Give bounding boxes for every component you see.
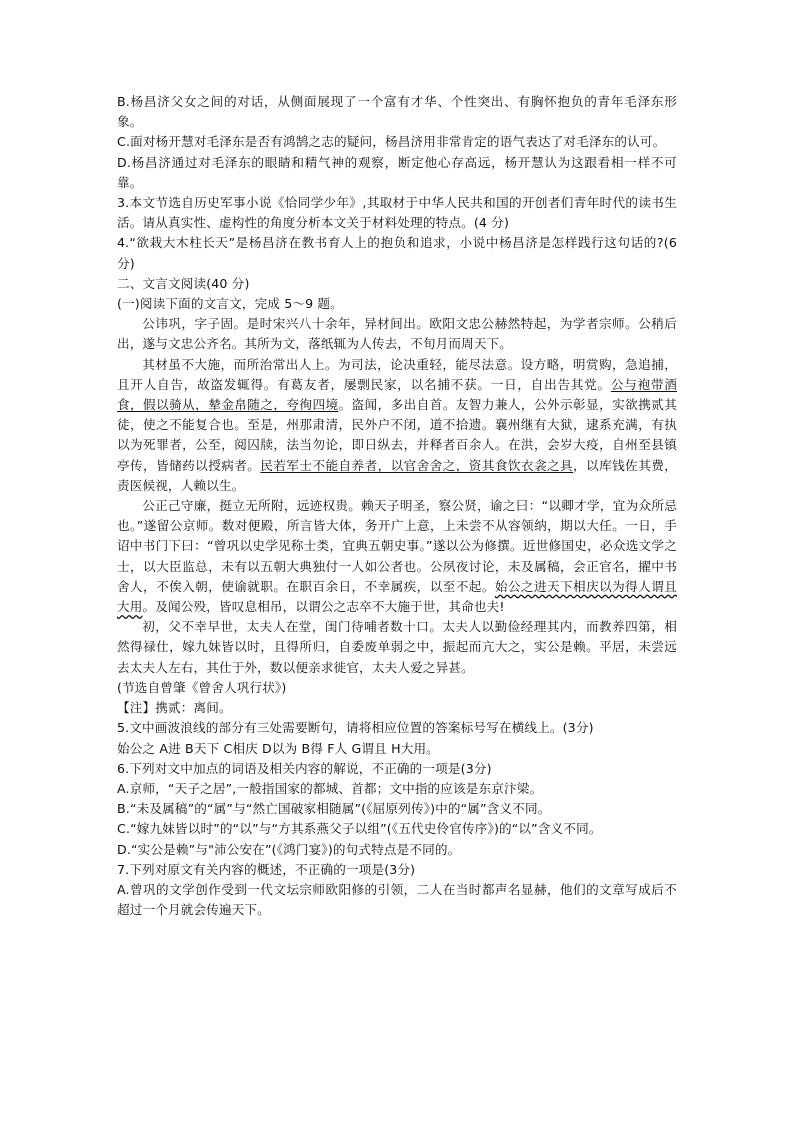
- question-7-stem: 7.下列对原文有关内容的概述，不正确的一项是(3分): [117, 861, 416, 877]
- question-6-option-b: B.“未及属稿”的“属”与“然亡国破家相随属”(《屈原列传》)中的“属”含义不同。: [117, 801, 551, 817]
- question-5-stem: 5.文中画波浪线的部分有三处需要断句，请将相应位置的答案标号写在横线上。(3分): [117, 720, 594, 736]
- passage-source: (节选自曾肇《曾舍人巩行状》): [117, 679, 287, 695]
- question-6-option-a: A.京师，“天子之居”,一般指国家的都城、首都；文中指的应该是东京汴梁。: [117, 780, 543, 796]
- option-2d: D.杨昌济通过对毛泽东的眼睛和精气神的观察，断定他心存高远，杨开慧认为这跟看相一样不可靠。: [117, 154, 677, 190]
- section-2-title: 二、文言文阅读(40 分): [117, 275, 250, 291]
- underlined-sentence-1: 公与袍带酒食，假以骑从，辇金帛随之，夸徇四境: [117, 376, 677, 413]
- passage-text: 。及闻公殁，皆叹息相吊，以谓公之志卒不大施于世，其命也夫!: [142, 599, 505, 615]
- sub-section-1-title: (一)阅读下面的文言文，完成 5～9 题。: [117, 296, 343, 312]
- option-2c: C.面对杨开慧对毛泽东是否有鸿鹄之志的疑问，杨昌济用非常肯定的语气表达了对毛泽东的认可。: [117, 134, 666, 150]
- question-5-answer-line: 始公之 A进 B天下 C相庆 D以为 B得 F人 G谓且 H大用。: [117, 740, 439, 756]
- option-2b: B.杨昌济父女之间的对话，从侧面展现了一个富有才华、个性突出、有胸怀抱负的青年毛泽东形象。: [117, 94, 677, 130]
- passage-paragraph-3: [117, 496, 677, 617]
- exam-content: [117, 92, 677, 920]
- wavy-underlined-sentence: 始公之进天下相庆以为得人谓且大用: [117, 578, 677, 615]
- question-3: 3.本文节选自历史军事小说《恰同学少年》,其取材于中华人民共和国的开创者们青年时代的读书生活。请从真实性、虚构性的角度分析本文关于材料处理的特点。(4 分): [117, 195, 677, 231]
- annotation-note: 【注】携贰：离间。: [117, 700, 232, 716]
- question-6-option-d: D.“实公是赖”与"沛公安在”(《鸿门宴》)的句式特点是不同的。: [117, 841, 461, 857]
- question-6-option-c: C.“嫁九妹皆以时”的“以”与“方其系燕父子以组”(《五代史伶官传序》)的“以”含义不同。: [117, 821, 602, 837]
- question-6-stem: 6.下列对文中加点的词语及相关内容的解说，不正确的一项是(3分): [117, 760, 492, 776]
- passage-paragraph-1: 公讳巩，字子固。是时宋兴八十余年，异材间出。欧阳文忠公赫然特起，为学者宗师。公稍后出，遂与文忠公齐名。其所为文，落纸辄为人传去，不旬月而周天下。: [117, 316, 677, 352]
- passage-text: 其材虽不大施，而所治常出人上。为司法，论决重轻，能尽法意。设方略，明赏购，急追捕，且开人自告，故盗发辄得。有葛友者，屡剽民家，以名捕不获。一日，自出告其党。: [117, 356, 677, 392]
- question-7-option-a: A.曾巩的文学创作受到一代文坛宗师欧阳修的引领，二人在当时都声名显赫，他们的文章写成后不超过一个月就会传遍天下。: [117, 881, 677, 918]
- question-4: 4.“欲栽大木柱长天”是杨昌济在教书育人上的抱负和追求，小说中杨昌济是怎样践行这句话的?(6分): [117, 235, 677, 271]
- passage-paragraph-2: [117, 355, 677, 496]
- passage-text: ，以库钱佐其费，责医候视，人赖以生。: [117, 457, 677, 493]
- passage-paragraph-4: 初，父不幸早世，太夫人在堂，闺门待哺者数十口。太夫人以勤俭经理其内，而教养四第，相然得禄仕，嫁九妹皆以时，且得所归，自委废单弱之中，振起而亢大之，实公是赖。平居，未尝远去太夫人左右，其仕于外，数以便亲求徙官，太夫人爱之异甚。: [117, 619, 677, 675]
- underlined-sentence-2: 民若军士不能自养者，以官舍舍之，资其食饮衣衾之具: [260, 457, 574, 473]
- passage-text: 公正己守廉，挺立无所附，远迹权贵。赖天子明圣，察公贤，谕之曰：“以卿才学，宜为众所忌也。”遂留公京师。数对便殿，所言皆大体，务开广上意，上未尝不从容领纳，期以大任。一日，手诏中书门下曰：“曾巩以史学见称士类，宜典五朝史事。”遂以公为修撰。近世修国史，必众选文学之士，以大臣监总，未有以五朝大典独付一人如公者也。公夙夜讨论，未及属稿，会正官名，擢中书舍人，不俟入朝，使谕就职。在职百余日，不幸属疾，以至不起。: [117, 498, 677, 594]
- passage-text: 。盗闻，多出自首。友智力兼人，公外示彰显，实欲携贰其徒，使之不能复合也。至是，州那肃清，民外户不闭，道不拾遗。襄州继有大狱，逮系充满，有执以为死罪者，公至，阅囚牍，法当勿论，即日纵去，并释者百余人。在洪，会岁大疫，自州至县镇亭传，皆储药以授病者。: [117, 397, 677, 473]
